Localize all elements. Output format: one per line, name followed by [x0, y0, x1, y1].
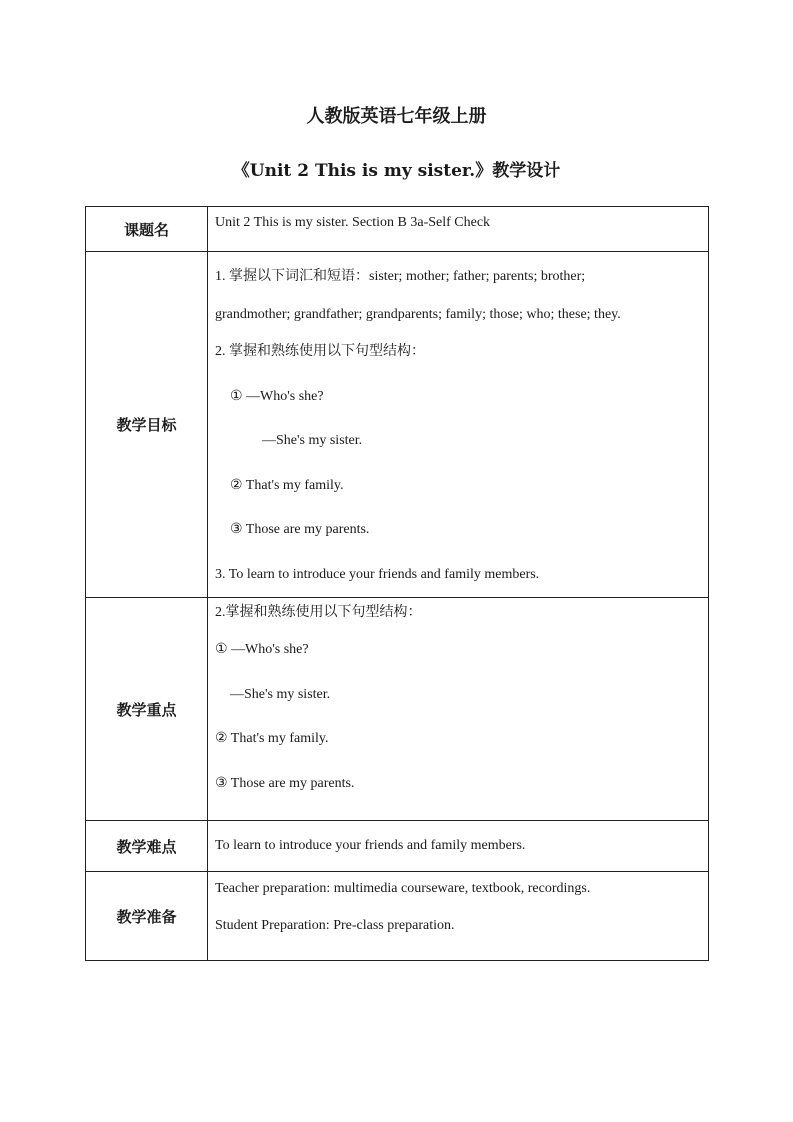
key-points-cell — [208, 598, 709, 821]
difficulties-cell — [208, 821, 709, 872]
topic-value-cell — [208, 207, 709, 252]
preparation-line: Student Preparation: Pre-class preparation. — [215, 918, 455, 933]
goals-line: ① —Who's she? — [230, 388, 324, 404]
document-title: 人教版英语七年级上册 — [306, 106, 487, 127]
topic-label: 课题名 — [86, 207, 208, 252]
preparation-label: 教学准备 — [86, 872, 208, 961]
table-row — [86, 821, 709, 872]
key-points-line: ① —Who's she? — [215, 642, 309, 657]
topic-value: Unit 2 This is my sister. Section B 3a-Self Check — [215, 215, 491, 230]
goals-line: ② That's my family. — [230, 477, 344, 493]
table-row — [86, 252, 709, 598]
table-row — [86, 872, 709, 961]
goals-line: 3. To learn to introduce your friends and family members. — [215, 566, 540, 582]
goals-cell — [208, 252, 709, 598]
goals-line: 2. 掌握和熟练使用以下句型结构： — [215, 344, 425, 359]
goals-line: ③ Those are my parents. — [230, 522, 370, 537]
document-subtitle: 《Unit 2 This is my sister.》教学设计 — [232, 161, 561, 181]
goals-line: —She's my sister. — [262, 433, 363, 448]
preparation-cell — [208, 872, 709, 961]
key-points-label: 教学重点 — [86, 598, 208, 821]
key-points-line: —She's my sister. — [230, 686, 331, 702]
key-points-line: ③ Those are my parents. — [215, 775, 355, 791]
preparation-line: Teacher preparation: multimedia courseware, textbook, recordings. — [215, 881, 591, 896]
table-row — [86, 207, 709, 252]
table-row — [86, 598, 709, 821]
key-points-line: 2.掌握和熟练使用以下句型结构： — [215, 605, 422, 620]
lesson-plan-table — [85, 206, 709, 961]
key-points-line: ② That's my family. — [215, 731, 329, 746]
difficulties-value: To learn to introduce your friends and family members. — [215, 838, 526, 853]
goals-label: 教学目标 — [86, 252, 208, 598]
goals-line: 1. 掌握以下词汇和短语：sister; mother; father; parents; brother; — [215, 269, 586, 284]
goals-line: grandmother; grandfather; grandparents; family; those; who; these; they. — [215, 307, 621, 322]
difficulties-label: 教学难点 — [86, 821, 208, 872]
